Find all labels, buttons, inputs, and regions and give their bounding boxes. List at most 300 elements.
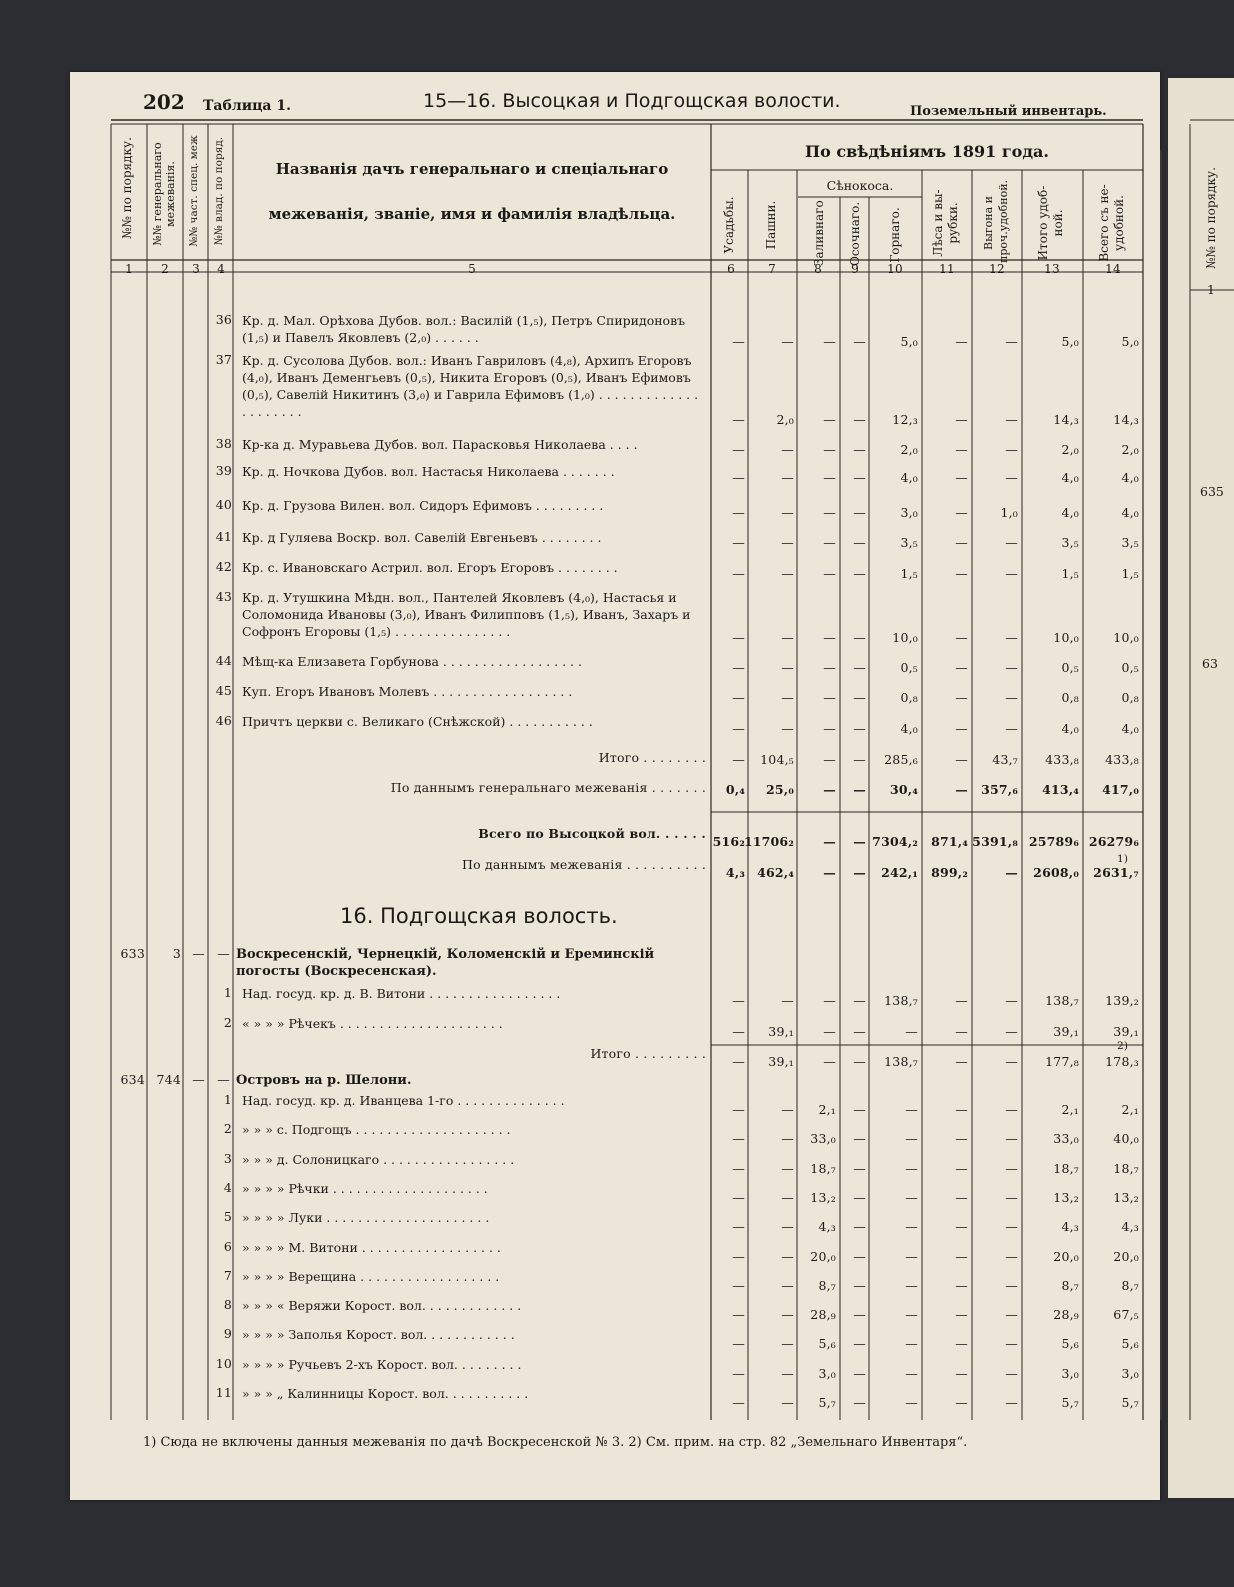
cell-value: 357,₆ xyxy=(981,782,1018,797)
cell-value: 25,₀ xyxy=(765,782,794,797)
margin-col-number: 1 xyxy=(1207,282,1215,297)
cell-value: — xyxy=(853,1366,866,1381)
cell-value: — xyxy=(781,470,794,485)
cell-value: — xyxy=(955,660,968,675)
cell-value: 138,₇ xyxy=(884,993,918,1008)
cell-value: — xyxy=(781,1161,794,1176)
row-number: 5 xyxy=(223,1209,232,1224)
cell-value: — xyxy=(781,1190,794,1205)
cell-value: — xyxy=(853,412,866,427)
cell-value: — xyxy=(853,752,866,767)
cell-value: — xyxy=(1005,1249,1018,1264)
cell-value: — xyxy=(905,1102,918,1117)
row-number: 42 xyxy=(215,559,232,574)
cell-value: — xyxy=(905,1131,918,1146)
cell-value: 5,₇ xyxy=(818,1395,836,1410)
row-name: Куп. Егоръ Ивановъ Молевъ . . . . . . . . . . . . . . . . . . xyxy=(242,684,573,699)
row-name: Кр-ка д. Муравьева Дубов. вол. Парасковья Николаева . . . . xyxy=(242,437,638,452)
group-index: — xyxy=(217,946,230,961)
cell-value: — xyxy=(781,1249,794,1264)
cell-value: — xyxy=(732,721,745,736)
cell-value: — xyxy=(823,690,836,705)
cell-value: 4,₀ xyxy=(1121,505,1139,520)
cell-value: — xyxy=(823,782,836,797)
row-number: 7 xyxy=(223,1268,232,1283)
cell-value: — xyxy=(853,535,866,550)
cell-value: 0,₈ xyxy=(900,690,918,705)
cell-value: 8,₇ xyxy=(1061,1278,1079,1293)
cell-value: — xyxy=(1005,865,1018,880)
cell-value: — xyxy=(781,690,794,705)
cell-value: — xyxy=(1005,535,1018,550)
cell-value: — xyxy=(781,1395,794,1410)
cell-value: 4,₀ xyxy=(1121,470,1139,485)
cell-value: — xyxy=(905,1307,918,1322)
cell-value: 1,₅ xyxy=(1121,566,1139,581)
cell-value: 0,₈ xyxy=(1121,690,1139,705)
row-name: » » » » Заполья Корост. вол. . . . . . . . . . . . xyxy=(242,1327,515,1342)
cell-value: 2,₀ xyxy=(776,412,794,427)
row-name: Кр. с. Ивановскаго Астрил. вол. Егоръ Егоровъ . . . . . . . . xyxy=(242,560,618,575)
cell-value: 5,₇ xyxy=(1061,1395,1079,1410)
cell-value: 413,₄ xyxy=(1042,782,1079,797)
cell-value: — xyxy=(853,1054,866,1069)
cell-value: — xyxy=(781,1131,794,1146)
col-header-4: №№ влад. по поряд. xyxy=(213,136,225,246)
row-name: » » » » Рѣчки . . . . . . . . . . . . . . . . . . . . xyxy=(242,1181,488,1196)
cell-value: 5,₇ xyxy=(1121,1395,1139,1410)
cell-value: — xyxy=(1005,470,1018,485)
cell-value: 28,₉ xyxy=(810,1307,836,1322)
cell-value: — xyxy=(732,993,745,1008)
cell-value: — xyxy=(853,1102,866,1117)
cell-value: — xyxy=(905,1190,918,1205)
cell-value: — xyxy=(853,1161,866,1176)
group-index: 3 xyxy=(172,946,181,961)
cell-value: — xyxy=(781,1366,794,1381)
cell-value: 0,₅ xyxy=(900,660,918,675)
cell-value: — xyxy=(955,535,968,550)
column-number: 14 xyxy=(1105,262,1121,276)
cell-value: — xyxy=(732,1336,745,1351)
cell-value: 516₂ xyxy=(712,834,745,849)
cell-value: 3,₀ xyxy=(818,1366,836,1381)
cell-value: 4,₀ xyxy=(900,470,918,485)
cell-value: — xyxy=(955,630,968,645)
col-header-11: Лѣса и вы- рубки. xyxy=(931,189,960,257)
cell-value: — xyxy=(853,1278,866,1293)
cell-value: — xyxy=(823,1054,836,1069)
cell-value: — xyxy=(732,566,745,581)
cell-value: — xyxy=(955,1161,968,1176)
row-number: 9 xyxy=(223,1326,232,1341)
row-name: » » » » Верещина . . . . . . . . . . . . . . . . . . xyxy=(242,1269,500,1284)
cell-value: — xyxy=(853,993,866,1008)
cell-value: — xyxy=(781,334,794,349)
cell-value: — xyxy=(732,1219,745,1234)
column-number: 2 xyxy=(161,262,169,276)
section-title: 16. Подгощская волость. xyxy=(340,904,618,928)
cell-value: — xyxy=(955,782,968,797)
cell-value: — xyxy=(955,505,968,520)
page-number: 202 xyxy=(143,90,185,114)
cell-value: 4,₀ xyxy=(1061,721,1079,736)
cell-value: 139,₂ xyxy=(1105,993,1139,1008)
cell-value: 8,₇ xyxy=(1121,1278,1139,1293)
cell-value: — xyxy=(955,442,968,457)
column-number: 12 xyxy=(989,262,1005,276)
cell-value: — xyxy=(732,1307,745,1322)
cell-value: 177,₈ xyxy=(1045,1054,1079,1069)
cell-value: — xyxy=(1005,721,1018,736)
cell-value: — xyxy=(853,1395,866,1410)
column-number: 6 xyxy=(727,262,735,276)
cell-value: 18,₇ xyxy=(1113,1161,1139,1176)
column-number: 11 xyxy=(939,262,955,276)
row-number: 1 xyxy=(223,985,232,1000)
cell-value: — xyxy=(853,630,866,645)
column-number: 10 xyxy=(887,262,903,276)
cell-value: 0,₅ xyxy=(1121,660,1139,675)
cell-value: — xyxy=(853,470,866,485)
cell-value: — xyxy=(732,1395,745,1410)
cell-value: — xyxy=(732,630,745,645)
cell-value: 39,₁ xyxy=(1053,1024,1079,1039)
cell-value: — xyxy=(1005,660,1018,675)
cell-value: — xyxy=(955,566,968,581)
total-label: Итого . . . . . . . . xyxy=(598,750,706,765)
col-header-10: Горнаго. xyxy=(888,207,902,263)
col-header-13: Итого удоб- ной. xyxy=(1036,185,1065,261)
cell-value: 3,₀ xyxy=(1121,1366,1139,1381)
cell-value: — xyxy=(955,1102,968,1117)
cell-value: 18,₇ xyxy=(1053,1161,1079,1176)
total-label: Итого . . . . . . . . . xyxy=(590,1046,706,1061)
cell-value: 4,₀ xyxy=(900,721,918,736)
cell-value: — xyxy=(732,1190,745,1205)
row-number: 39 xyxy=(215,463,232,478)
cell-value: — xyxy=(955,1219,968,1234)
cell-value: — xyxy=(732,1278,745,1293)
column-number: 5 xyxy=(468,262,476,276)
cell-value: 5,₀ xyxy=(1121,334,1139,349)
cell-value: 4,₃ xyxy=(1061,1219,1079,1234)
cell-value: — xyxy=(732,470,745,485)
cell-value: 3,₀ xyxy=(900,505,918,520)
cell-value: — xyxy=(823,1024,836,1039)
column-number: 13 xyxy=(1044,262,1060,276)
cell-value: 462,₄ xyxy=(757,865,794,880)
cell-value: 1,₅ xyxy=(1061,566,1079,581)
cell-value: — xyxy=(1005,690,1018,705)
row-number: 2 xyxy=(223,1121,232,1136)
cell-value: 871,₄ xyxy=(931,834,968,849)
column-number: 1 xyxy=(125,262,133,276)
col-header-9: Осочнаго. xyxy=(848,201,862,266)
row-name: Кр. д. Грузова Вилен. вол. Сидоръ Ефимовъ . . . . . . . . . xyxy=(242,498,604,513)
cell-value: — xyxy=(823,442,836,457)
group-index: 744 xyxy=(156,1072,181,1087)
row-name: Мѣщ-ка Елизавета Горбунова . . . . . . . . . . . . . . . . . . xyxy=(242,654,582,669)
cell-value: — xyxy=(781,442,794,457)
cell-value: 7304,₂ xyxy=(872,834,918,849)
cell-value: 138,₇ xyxy=(884,1054,918,1069)
cell-value: — xyxy=(853,1131,866,1146)
cell-value: 417,₀ xyxy=(1102,782,1139,797)
cell-value: — xyxy=(955,470,968,485)
cell-value: 30,₄ xyxy=(889,782,918,797)
row-name: Кр. д. Сусолова Дубов. вол.: Иванъ Гавриловъ (4,₈), Архипъ Егоровъ (4,₀), Иванъ Деменгьевъ (0,₅), Никита Егоровъ (0,₅), Иванъ Ефимовъ (0,₅), Савелій Никитинъ (3,₀) и Гаврила Ефимовъ (1,₀) . . . . . . . . . . . . . . . . . . . . . xyxy=(242,353,699,419)
cell-value: — xyxy=(732,752,745,767)
cell-value: — xyxy=(823,834,836,849)
row-name: » » » д. Солоницкаго . . . . . . . . . . . . . . . . . xyxy=(242,1152,515,1167)
cell-value: — xyxy=(955,721,968,736)
cell-value: 433,₈ xyxy=(1105,752,1139,767)
cell-value: 28,₉ xyxy=(1053,1307,1079,1322)
cell-value: 14,₃ xyxy=(1113,412,1139,427)
cell-value: — xyxy=(905,1278,918,1293)
cell-value: 8,₇ xyxy=(818,1278,836,1293)
cell-value: 138,₇ xyxy=(1045,993,1079,1008)
cell-value: — xyxy=(905,1336,918,1351)
row-number: 43 xyxy=(215,589,232,604)
cell-value: 2,₀ xyxy=(1061,442,1079,457)
row-name: « » » » Рѣчекъ . . . . . . . . . . . . . . . . . . . . . xyxy=(242,1016,503,1031)
column-number: 7 xyxy=(768,262,776,276)
cell-value: — xyxy=(955,1307,968,1322)
row-number: 3 xyxy=(223,1151,232,1166)
row-number: 6 xyxy=(223,1239,232,1254)
row-number: 36 xyxy=(215,312,232,327)
cell-value: — xyxy=(1005,566,1018,581)
group-index: — xyxy=(192,1072,205,1087)
cell-value: 39,₁ xyxy=(1113,1024,1139,1039)
cell-value: — xyxy=(853,566,866,581)
cell-value: — xyxy=(905,1366,918,1381)
row-number: 2 xyxy=(223,1015,232,1030)
col-header-7: Пашни. xyxy=(764,200,778,250)
cell-value: — xyxy=(853,1190,866,1205)
cell-value: 178,₃ xyxy=(1105,1054,1139,1069)
cell-value: 5391,₈ xyxy=(972,834,1018,849)
cell-value: — xyxy=(1005,442,1018,457)
row-name: Кр. д. Мал. Орѣхова Дубов. вол.: Василій (1,₅), Петръ Спиридоновъ (1,₅) и Павелъ Яковлевъ (2,₀) . . . . . . xyxy=(242,313,686,345)
cell-value: 2631,₇ xyxy=(1093,865,1139,880)
row-number: 40 xyxy=(215,497,232,512)
cell-value: 0,₅ xyxy=(1061,660,1079,675)
row-number: 45 xyxy=(215,683,232,698)
cell-value: — xyxy=(732,412,745,427)
total-label: По даннымъ межеванія . . . . . . . . . . xyxy=(462,857,706,872)
cell-value: — xyxy=(853,782,866,797)
cell-value: 4,₀ xyxy=(1121,721,1139,736)
row-number: 37 xyxy=(215,352,232,367)
cell-value: — xyxy=(732,690,745,705)
cell-value: 39,₁ xyxy=(768,1054,794,1069)
row-name: Над. госуд. кр. д. Иванцева 1-го . . . . . . . . . . . . . . xyxy=(242,1093,565,1108)
cell-value: — xyxy=(955,334,968,349)
cell-value: — xyxy=(853,1336,866,1351)
cell-value: — xyxy=(781,535,794,550)
cell-value: — xyxy=(732,442,745,457)
cell-value: — xyxy=(853,721,866,736)
footnote-mark: 2) xyxy=(1117,1040,1129,1052)
cell-value: — xyxy=(905,1161,918,1176)
cell-value: — xyxy=(781,660,794,675)
column-number: 4 xyxy=(217,262,225,276)
row-name: » » » » Ручьевъ 2-хъ Корост. вол. . . . . . . . . xyxy=(242,1357,522,1372)
cell-value: — xyxy=(853,1219,866,1234)
cell-value: — xyxy=(823,412,836,427)
cell-value: 14,₃ xyxy=(1053,412,1079,427)
cell-value: — xyxy=(1005,1395,1018,1410)
cell-value: 4,₀ xyxy=(1061,505,1079,520)
row-number: 10 xyxy=(215,1356,232,1371)
group-header: По свѣдѣніямъ 1891 года. xyxy=(805,142,1049,161)
cell-value: — xyxy=(853,660,866,675)
cell-value: 20,₀ xyxy=(1053,1249,1079,1264)
cell-value: 12,₃ xyxy=(892,412,918,427)
row-name: Над. госуд. кр. д. В. Витони . . . . . . . . . . . . . . . . . xyxy=(242,986,561,1001)
cell-value: — xyxy=(853,1249,866,1264)
page-title: 15—16. Высоцкая и Подгощская волости. xyxy=(423,90,841,112)
cell-value: — xyxy=(732,1054,745,1069)
cell-value: 4,₃ xyxy=(818,1219,836,1234)
cell-value: — xyxy=(781,1307,794,1322)
cell-value: 11706₂ xyxy=(743,834,794,849)
cell-value: 33,₀ xyxy=(810,1131,836,1146)
cell-value: — xyxy=(823,334,836,349)
cell-value: — xyxy=(732,1161,745,1176)
cell-value: 242,₁ xyxy=(881,865,918,880)
col-header-1: №№ по порядку. xyxy=(120,137,134,239)
cell-value: 5,₆ xyxy=(1121,1336,1139,1351)
cell-value: — xyxy=(853,1307,866,1322)
row-name: » » » » М. Витони . . . . . . . . . . . . . . . . . . xyxy=(242,1240,501,1255)
cell-value: — xyxy=(781,1102,794,1117)
cell-value: — xyxy=(1005,1190,1018,1205)
cell-value: 20,₀ xyxy=(810,1249,836,1264)
cell-value: 2608,₀ xyxy=(1033,865,1079,880)
cell-value: — xyxy=(853,442,866,457)
cell-value: — xyxy=(955,1278,968,1293)
cell-value: — xyxy=(853,1024,866,1039)
cell-value: 0,₈ xyxy=(1061,690,1079,705)
total-label: Всего по Высоцкой вол. . . . . . xyxy=(478,826,706,841)
row-number: 1 xyxy=(223,1092,232,1107)
cell-value: 18,₇ xyxy=(810,1161,836,1176)
cell-value: 285,₆ xyxy=(884,752,918,767)
cell-value: — xyxy=(823,865,836,880)
col-header-8: Заливнаго xyxy=(812,200,826,266)
cell-value: 0,₄ xyxy=(725,782,745,797)
cell-value: — xyxy=(955,412,968,427)
cell-value: — xyxy=(905,1219,918,1234)
cell-value: — xyxy=(955,690,968,705)
group-index: — xyxy=(217,1072,230,1087)
cell-value: — xyxy=(781,1336,794,1351)
cell-value: — xyxy=(1005,412,1018,427)
row-name: » » » „ Калинницы Корост. вол. . . . . . . . . . . xyxy=(242,1386,529,1401)
cell-value: 2,₁ xyxy=(1121,1102,1139,1117)
cell-value: — xyxy=(732,535,745,550)
cell-value: — xyxy=(1005,1366,1018,1381)
cell-value: — xyxy=(732,505,745,520)
cell-value: 1,₀ xyxy=(1000,505,1018,520)
cell-value: 10,₀ xyxy=(1053,630,1079,645)
row-name: Кр. д. Ночкова Дубов. вол. Настасья Николаева . . . . . . . xyxy=(242,464,615,479)
cell-value: 3,₅ xyxy=(1061,535,1079,550)
cell-value: — xyxy=(955,1131,968,1146)
cell-value: — xyxy=(955,993,968,1008)
cell-value: — xyxy=(1005,334,1018,349)
cell-value: 33,₀ xyxy=(1053,1131,1079,1146)
cell-value: — xyxy=(781,630,794,645)
row-number: 8 xyxy=(223,1297,232,1312)
cell-value: — xyxy=(1005,993,1018,1008)
cell-value: — xyxy=(781,1278,794,1293)
row-name: Кр. д Гуляева Воскр. вол. Савелій Евгеньевъ . . . . . . . . xyxy=(242,530,602,545)
cell-value: — xyxy=(853,505,866,520)
cell-value: 5,₆ xyxy=(1061,1336,1079,1351)
cell-value: — xyxy=(1005,1024,1018,1039)
column-number: 8 xyxy=(814,262,822,276)
cell-value: — xyxy=(823,660,836,675)
margin-col-header: №№ по порядку. xyxy=(1204,167,1218,269)
col-header-14: Всего съ не- удобной. xyxy=(1097,184,1126,262)
cell-value: 5,₀ xyxy=(900,334,918,349)
cell-value: 2,₀ xyxy=(1121,442,1139,457)
column-number: 3 xyxy=(192,262,200,276)
row-name: Кр. д. Утушкина Мѣдн. вол., Пантелей Яковлевъ (4,₀), Настасья и Соломонида Ивановы (3,₀), Иванъ Филипповъ (1,₅), Иванъ, Захаръ и Софронъ Егоровы (1,₅) . . . . . . . . . . . . . . . xyxy=(242,590,691,639)
cell-value: — xyxy=(905,1024,918,1039)
cell-value: 13,₂ xyxy=(810,1190,836,1205)
cell-value: — xyxy=(853,690,866,705)
row-name: Причтъ церкви с. Великаго (Снѣжской) . . . . . . . . . . . xyxy=(242,714,593,729)
cell-value: — xyxy=(955,1366,968,1381)
col-header-3: №№ част. спец. меж xyxy=(188,135,200,247)
cell-value: 1,₅ xyxy=(900,566,918,581)
cell-value: — xyxy=(823,566,836,581)
cell-value: — xyxy=(732,334,745,349)
cell-value: — xyxy=(732,1249,745,1264)
cell-value: — xyxy=(732,1102,745,1117)
col-header-5-line1: Названія дачъ генеральнаго и спеціальнаго xyxy=(275,160,669,178)
cell-value: — xyxy=(955,1249,968,1264)
cell-value: — xyxy=(1005,1161,1018,1176)
cell-value: 10,₀ xyxy=(1113,630,1139,645)
page-subtitle: Поземельный инвентарь. xyxy=(910,104,1107,119)
cell-value: — xyxy=(955,1024,968,1039)
col-header-12: Выгона и проч.удобной. xyxy=(982,179,1010,263)
cell-value: 25789₆ xyxy=(1028,834,1079,849)
cell-value: — xyxy=(955,1190,968,1205)
cell-value: 4,₀ xyxy=(1061,470,1079,485)
hay-header: Сѣнокоса. xyxy=(826,178,894,193)
cell-value: 13,₂ xyxy=(1053,1190,1079,1205)
row-number: 44 xyxy=(215,653,232,668)
cell-value: 2,₀ xyxy=(900,442,918,457)
row-name: » » » с. Подгощъ . . . . . . . . . . . . . . . . . . . . xyxy=(242,1122,511,1137)
row-number: 38 xyxy=(215,436,232,451)
cell-value: — xyxy=(853,334,866,349)
cell-value: — xyxy=(1005,1307,1018,1322)
cell-value: — xyxy=(732,1024,745,1039)
cell-value: — xyxy=(955,752,968,767)
footnote-mark: 1) xyxy=(1117,853,1129,865)
cell-value: — xyxy=(1005,630,1018,645)
cell-value: — xyxy=(732,1131,745,1146)
